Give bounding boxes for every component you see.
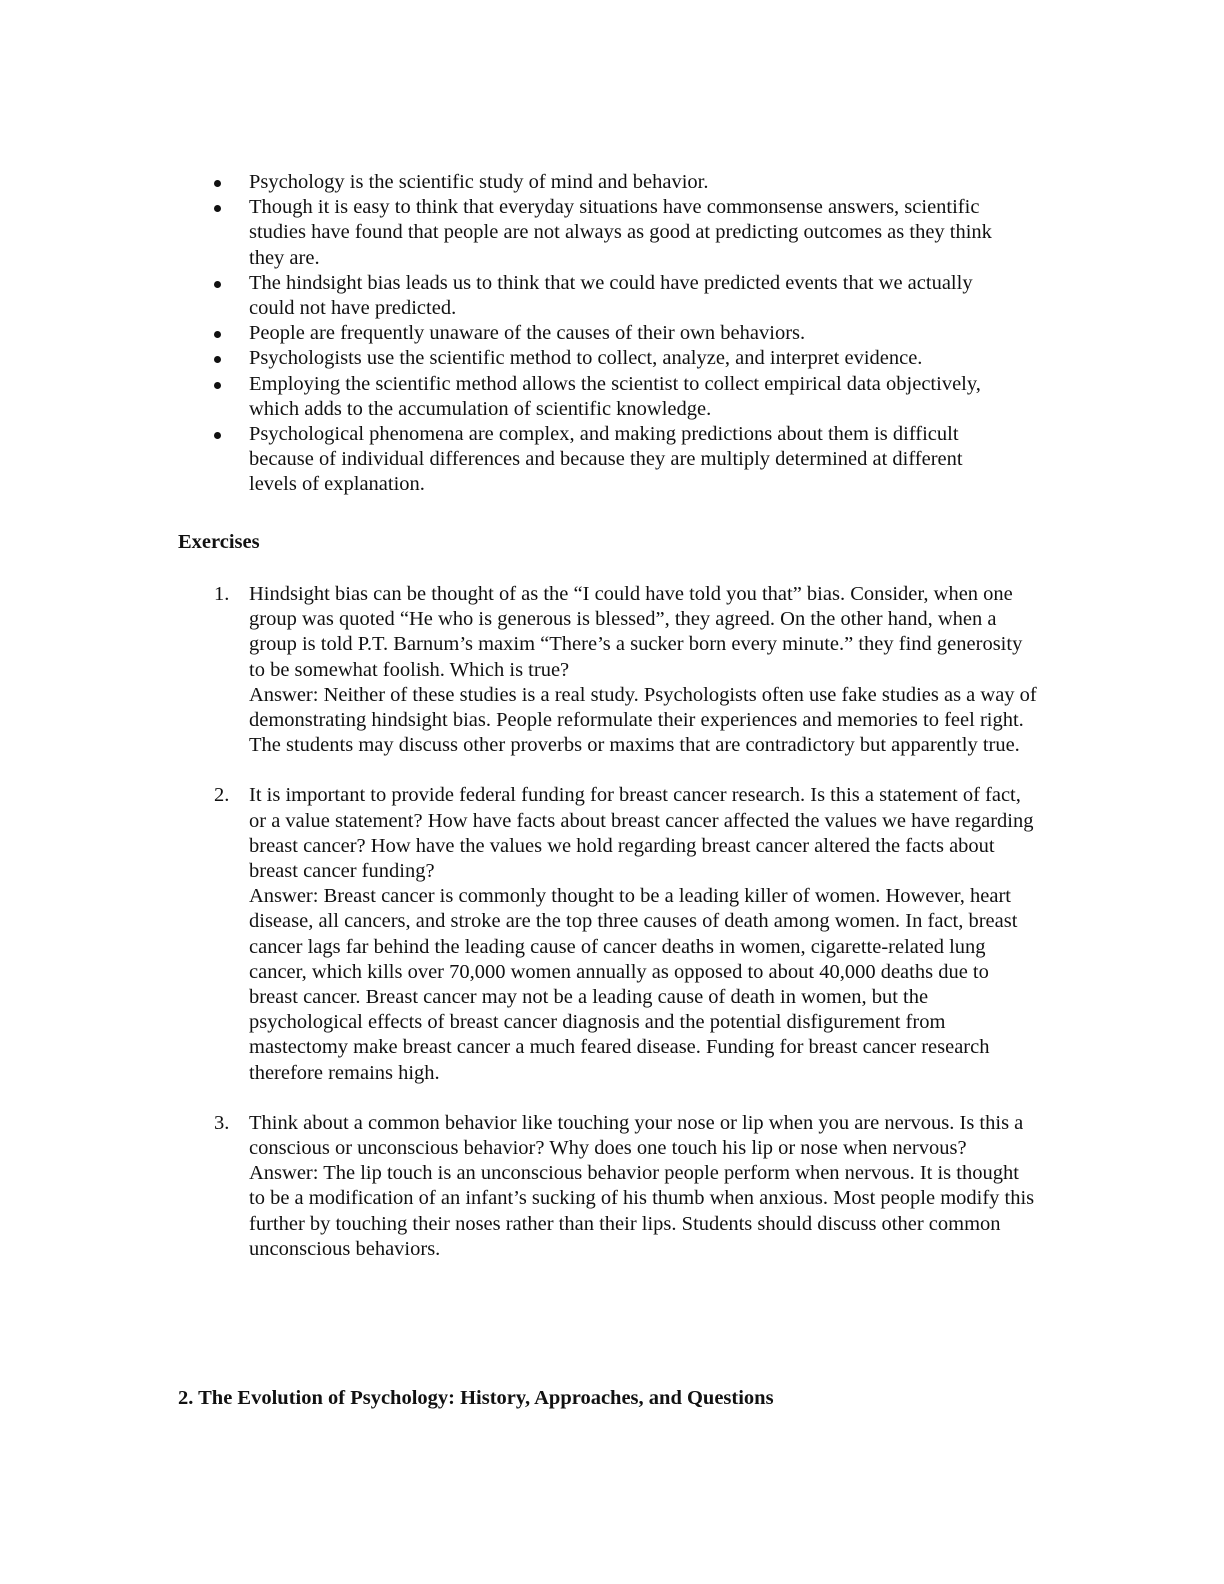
exercise-question: Think about a common behavior like touching your nose or lip when you are nervous. Is this a conscious or unconscious behavior? Why does one touch his lip or nose when nervous? [249,1111,1024,1160]
summary-bullet-item [208,195,1008,271]
bullet-icon [214,331,221,338]
bullet-icon [214,205,221,212]
exercise-number: 3. [214,1111,230,1134]
exercise-number: 2. [214,784,230,807]
bullet-icon [214,281,221,288]
summary-bullet-text: Employing the scientific method allows the scientist to collect empirical data objectively, which adds to the accumulation of scientific knowledge. [249,372,981,420]
exercise-item [208,1111,1038,1262]
bullet-icon [214,382,221,389]
exercises-heading: Exercises [178,531,260,553]
exercise-answer: Answer: Breast cancer is commonly thought to be a leading killer of women. However, heart disease, all cancers, and stroke are the top three causes of death among women. In fact, breast cancer lags far behind the leading cause of cancer deaths in women, cigarette-related lung cancer, which kills over 70,000 women annually as opposed to about 40,000 deaths due to breast cancer. Breast cancer may not be a leading cause of death in women, but the psychological effects of breast cancer diagnosis and the potential disfigurement from mastectomy make breast cancer a much feared disease. Funding for breast cancer research therefore remains high. [249,885,1018,1084]
bullet-icon [214,356,221,363]
summary-bullet-item [208,422,1008,498]
summary-bullet-text: Psychology is the scientific study of mind and behavior. [249,171,709,193]
summary-bullet-text: People are frequently unaware of the causes of their own behaviors. [249,322,806,345]
section-heading: 2. The Evolution of Psychology: History, Approaches, and Questions [178,1387,774,1409]
summary-bullet-item [208,346,1008,371]
exercises-list [208,582,1038,1287]
summary-bullet-item [208,271,1008,321]
summary-bullet-item [208,372,1008,422]
summary-bullet-text: Psychological phenomena are complex, and making predictions about them is difficult because of individual differences and because they are multiply determined at different levels of explanation. [249,423,963,496]
exercise-answer: Answer: The lip touch is an unconscious behavior people perform when nervous. It is thought to be a modification of an infant’s sucking of his thumb when anxious. Most people modify this further by touching their noses rather than their lips. Students should discuss other common unconscious behaviors. [249,1162,1035,1260]
summary-bullet-item [208,321,1008,346]
bullet-icon [214,180,221,187]
bullet-icon [214,432,221,439]
exercise-item [208,582,1038,758]
summary-bullet-item [208,170,1008,195]
summary-bullet-list [208,170,1008,498]
exercise-question: Hindsight bias can be thought of as the “I could have told you that” bias. Consider, when one group was quoted “He who is generous is blessed”, they agreed. On the other hand, when a group is told P.T. Barnum’s maxim “There’s a sucker born every minute.” they find generosity to be somewhat foolish. Which is true? [249,583,1023,681]
summary-bullet-text: Though it is easy to think that everyday situations have commonsense answers, scientific studies have found that people are not always as good at predicting outcomes as they think they are. [249,196,992,269]
summary-bullet-text: Psychologists use the scientific method to collect, analyze, and interpret evidence. [249,347,923,370]
exercise-item [208,783,1038,1085]
exercise-answer: Answer: Neither of these studies is a real study. Psychologists often use fake studies as a way of demonstrating hindsight bias. People reformulate their experiences and memories to feel right. The students may discuss other proverbs or maxims that are contradictory but apparently true. [249,683,1037,757]
exercise-question: It is important to provide federal funding for breast cancer research. Is this a statement of fact, or a value statement? How have facts about breast cancer affected the values we have regarding breast cancer? How have the values we hold regarding breast cancer altered the facts about breast cancer funding? [249,784,1034,883]
exercise-number: 1. [214,583,230,605]
summary-bullet-text: The hindsight bias leads us to think that we could have predicted events that we actually could not have predicted. [249,271,973,320]
